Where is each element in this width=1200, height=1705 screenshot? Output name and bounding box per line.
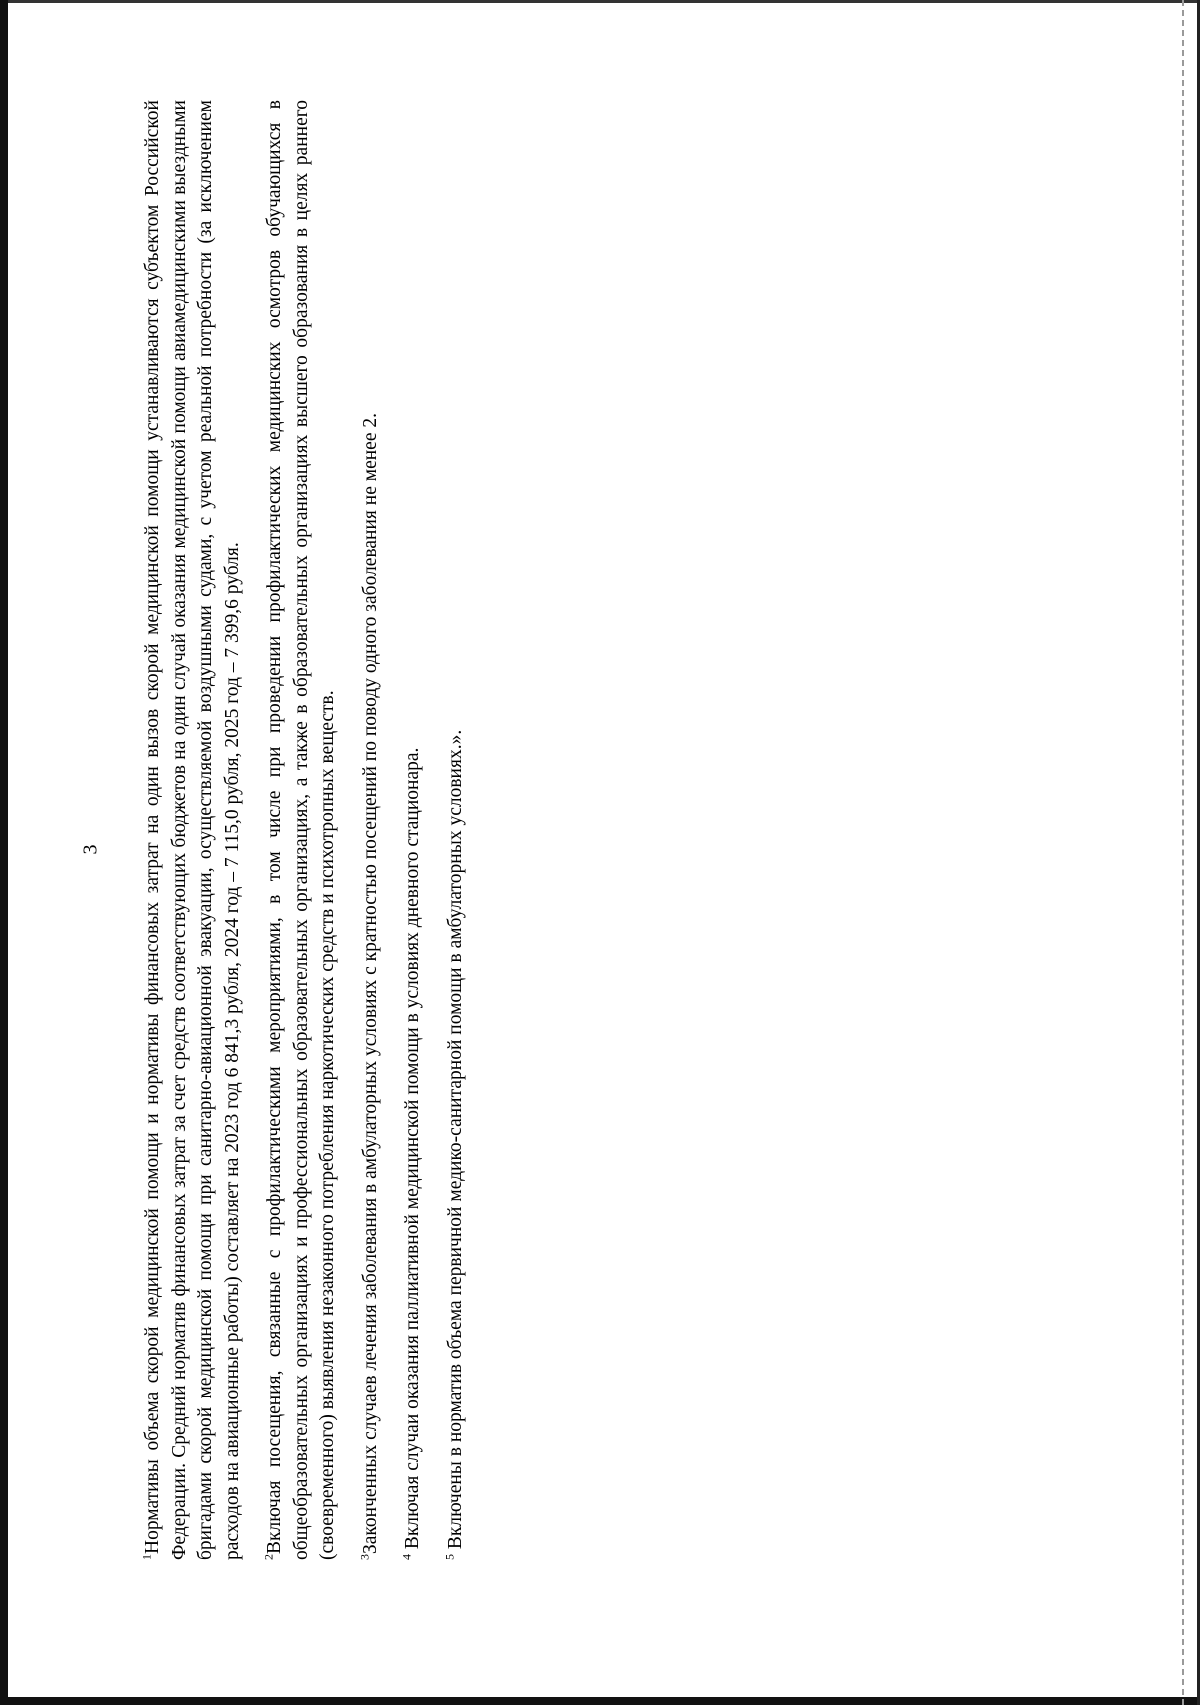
scan-border-bottom	[0, 1697, 1200, 1705]
footnote-mark: 4	[399, 1554, 414, 1560]
scan-dashed-edge	[1182, 0, 1184, 1705]
footnote-5	[443, 100, 470, 1560]
footnote-4	[400, 100, 427, 1560]
footnote-3	[358, 100, 385, 1560]
footnote-mark: 5	[442, 1554, 456, 1560]
footnote-text: Включая посещения, связанные с профилактическими мероприятиями, в том числе при проведении профилактических медицинских осмотров обучающихся в общеобразовательных организациях и профессиональных образовательных организациях, а также в образовательных организациях высшего образования в целях раннего (своевременного) выявления незаконного потребления наркотических средств и психотропных веществ.	[264, 100, 338, 1560]
footnote-mark: 2	[261, 1554, 276, 1560]
scan-border-left	[0, 0, 8, 1705]
footnote-mark: 1	[139, 1554, 154, 1560]
footnote-text: Включены в норматив объема первичной медико-санитарной помощи в амбулаторных условиях.».	[444, 729, 466, 1550]
footnote-text: Включая случаи оказания паллиативной медицинской помощи в условиях дневного стационара.	[402, 747, 423, 1550]
footnotes-block	[140, 100, 485, 1560]
footnote-mark: 3	[357, 1554, 371, 1560]
footnote-text: Законченных случаев лечения заболевания в амбулаторных условиях с кратностью посещений по поводу одного заболевания не менее 2.	[359, 413, 381, 1554]
footnote-1	[140, 100, 246, 1560]
page-number: 3	[79, 844, 102, 855]
footnote-2	[262, 100, 342, 1560]
scan-border-top	[0, 0, 1200, 3]
footnote-text: Нормативы объема скорой медицинской помощи и нормативы финансовых затрат на один вызов скорой медицинской помощи устанавливаются субъектом Российской Федерации. Средний норматив финансовых затрат за счет средств соответствующих бюджетов на один случай оказания медицинской помощи авиамедицинскими выездными бригадами скорой медицинской помощи при санитарно-авиационной эвакуации, осуществляемой воздушными судами, с учетом реальной потребности (за исключением расходов на авиационные работы) составляет на 2023 год 6 841,3 рубля, 2024 год – 7 115,0 рубля, 2025 год – 7 399,6 рубля.	[142, 100, 243, 1560]
